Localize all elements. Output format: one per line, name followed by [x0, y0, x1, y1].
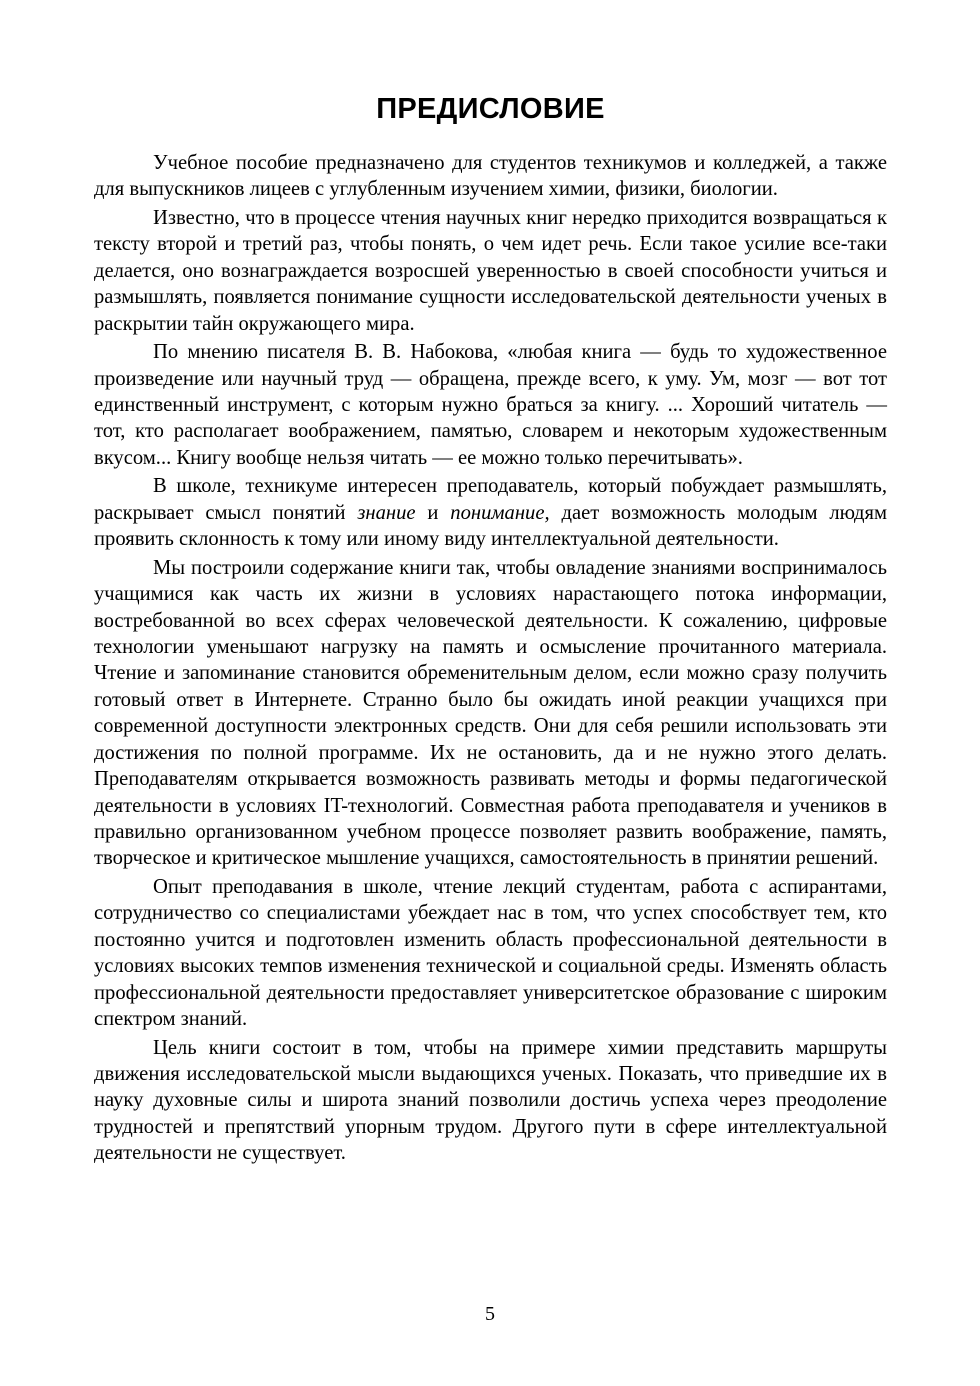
paragraph-7: Цель книги состоит в том, чтобы на примере химии представить маршруты движения исследовательской мысли выдающихся ученых. Показать, что приведшие их в науку духовные силы и широта знаний позволили достичь успеха через преодоление трудностей и препятствий упорным трудом. Другого пути в сфере интеллектуальной деятельности не существует. [94, 1036, 887, 1165]
paragraph-4 [94, 473, 887, 552]
page-content [94, 92, 887, 1169]
paragraph-4-text-before: В школе, техникуме интересен преподаватель, который побуждает размышлять, раскрывает смысл понятий [94, 475, 887, 524]
page-title: ПРЕДИСЛОВИЕ [376, 93, 605, 125]
page-number: 5 [485, 1303, 495, 1325]
paragraph-3: По мнению писателя В. В. Набокова, «любая книга — будь то художественное произведение или научный труд — обращена, прежде всего, к уму. Ум, мозг — вот тот единственный инструмент, с которым нужно браться за книгу. ... Хороший читатель — тот, кто располагает воображением, памятью, словарем и некоторым художественным вкусом... Книгу вообще нельзя читать — ее можно только перечитывать». [94, 341, 887, 469]
paragraph-1: Учебное пособие предназначено для студентов техникумов и колледжей, а также для выпускников лицеев с углубленным изучением химии, физики, биологии. [94, 152, 887, 201]
paragraph-5: Мы построили содержание книги так, чтобы овладение знаниями воспринималось учащимися как часть их жизни в условиях нарастающего потока информации, востребованной во всех сферах человеческой деятельности. К сожалению, цифровые технологии уменьшают нагрузку на память и осмысление прочитанного материала. Чтение и запоминание становится обременительным делом, если можно сразу получить готовый ответ в Интернете. Странно было бы ожидать иной реакции учащихся при современной доступности электронных средств. Они для себя решили использовать эти достижения по полной программе. Их не остановить, да и не нужно этого делать. Преподавателям открывается возможность развивать методы и формы педагогической деятельности в условиях IT-технологий. Совместная работа преподавателя и учеников в правильно организованном учебном процессе позволяет развить воображение, память, творческое и критическое мышление учащихся, самостоятельность в принятии решений. [94, 556, 887, 870]
paragraph-6: Опыт преподавания в школе, чтение лекций студентам, работа с аспирантами, сотрудничество со специалистами убеждает нас в том, что успех способствует тем, кто постоянно учится и подготовлен изменить область профессиональной деятельности в условиях высоких темпов изменения технической и социальной среды. Изменять область профессиональной деятельности предоставляет университетское образование с широким спектром знаний. [94, 875, 887, 1030]
paragraph-2: Известно, что в процессе чтения научных книг нередко приходится возвращаться к тексту второй и третий раз, чтобы понять, о чем идет речь. Если такое усилие все-таки делается, оно вознаграждается возросшей уверенностью в своей способности учиться и размышлять, появляется понимание сущности исследовательской деятельности ученых в раскрытии тайн окружающего мира. [94, 207, 887, 335]
term-understanding: понимание, [450, 501, 550, 524]
term-knowledge: знание [357, 501, 416, 524]
paragraph-4-text-after: дает возможность молодым людям проявить склонность к тому или иному виду интеллектуальной деятельности. [94, 501, 887, 551]
paragraph-4-text-middle: и [415, 501, 451, 524]
